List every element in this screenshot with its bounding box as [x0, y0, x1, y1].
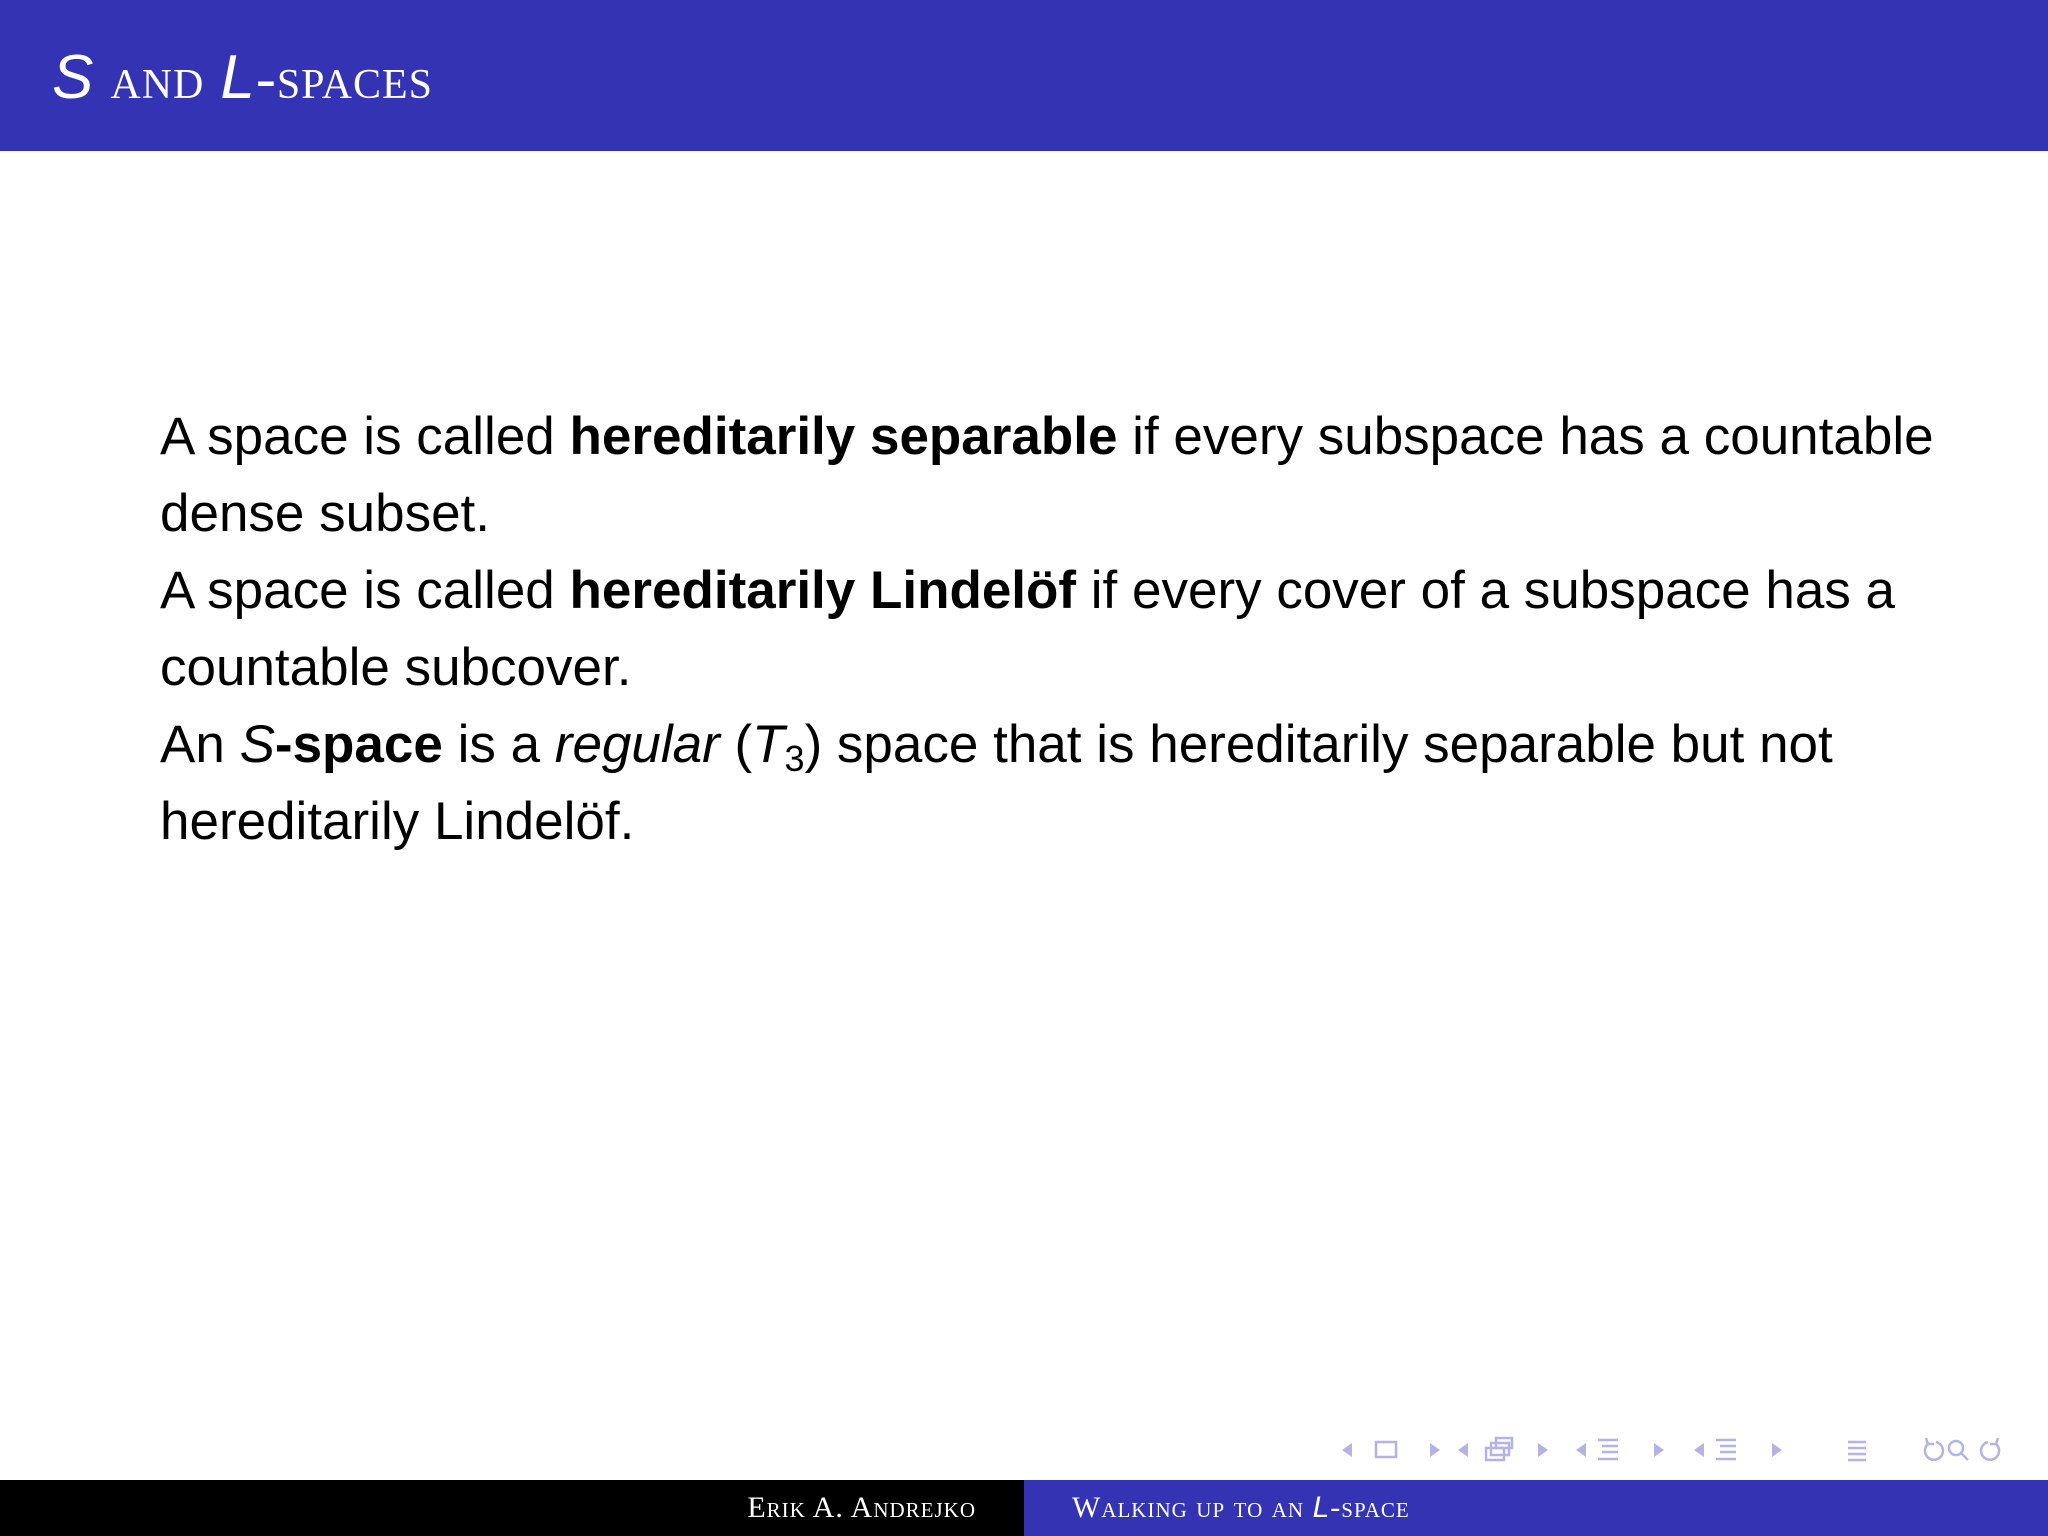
slide-body — [160, 398, 1940, 860]
frame-title: S and L-spaces — [52, 43, 434, 112]
next-arrow-icon[interactable] — [1772, 1443, 1782, 1457]
term-regular: regular — [554, 715, 720, 774]
prev-arrow-icon[interactable] — [1342, 1443, 1352, 1457]
section-icon[interactable] — [1598, 1440, 1618, 1459]
next-arrow-icon[interactable] — [1430, 1443, 1440, 1457]
definition-s-space: An S-space is a regular $(T_3)$ space that is hereditarily separable but not hereditarily Lindelöf. — [160, 715, 1833, 851]
subsection-icon[interactable] — [1486, 1438, 1512, 1460]
definition-hereditarily-separable: A space is called hereditarily separable if every subspace has a countable dense subset. — [160, 407, 1934, 543]
prev-arrow-icon[interactable] — [1458, 1443, 1468, 1457]
footer-title-panel — [1024, 1480, 2048, 1536]
prev-arrow-icon[interactable] — [1694, 1443, 1704, 1457]
footer-author: Erik A. Andrejko — [747, 1491, 976, 1524]
redo-icon[interactable] — [1981, 1438, 1999, 1460]
definition-hereditarily-lindelof: A space is called hereditarily Lindelöf if every cover of a subspace has a countable subcover. — [160, 561, 1896, 697]
term-s-space: S-space — [239, 715, 443, 774]
frame-header — [0, 0, 2048, 151]
beamer-navigation-bar — [1330, 1432, 2030, 1468]
prev-arrow-icon[interactable] — [1576, 1443, 1586, 1457]
footer-author-panel — [0, 1480, 1024, 1536]
footer-talk-title: Walking up to an L-space — [1072, 1491, 1410, 1524]
term-hereditarily-separable: hereditarily separable — [569, 407, 1118, 466]
frame-footer — [0, 1480, 2048, 1536]
toc-icon[interactable] — [1716, 1440, 1736, 1459]
search-icon[interactable] — [1949, 1441, 1968, 1460]
next-arrow-icon[interactable] — [1654, 1443, 1664, 1457]
align-icon[interactable] — [1848, 1442, 1866, 1460]
undo-icon[interactable] — [1925, 1438, 1943, 1460]
next-arrow-icon[interactable] — [1538, 1443, 1548, 1457]
frame-icon[interactable] — [1376, 1442, 1396, 1457]
term-hereditarily-lindelof: hereditarily Lindelöf — [569, 561, 1077, 620]
